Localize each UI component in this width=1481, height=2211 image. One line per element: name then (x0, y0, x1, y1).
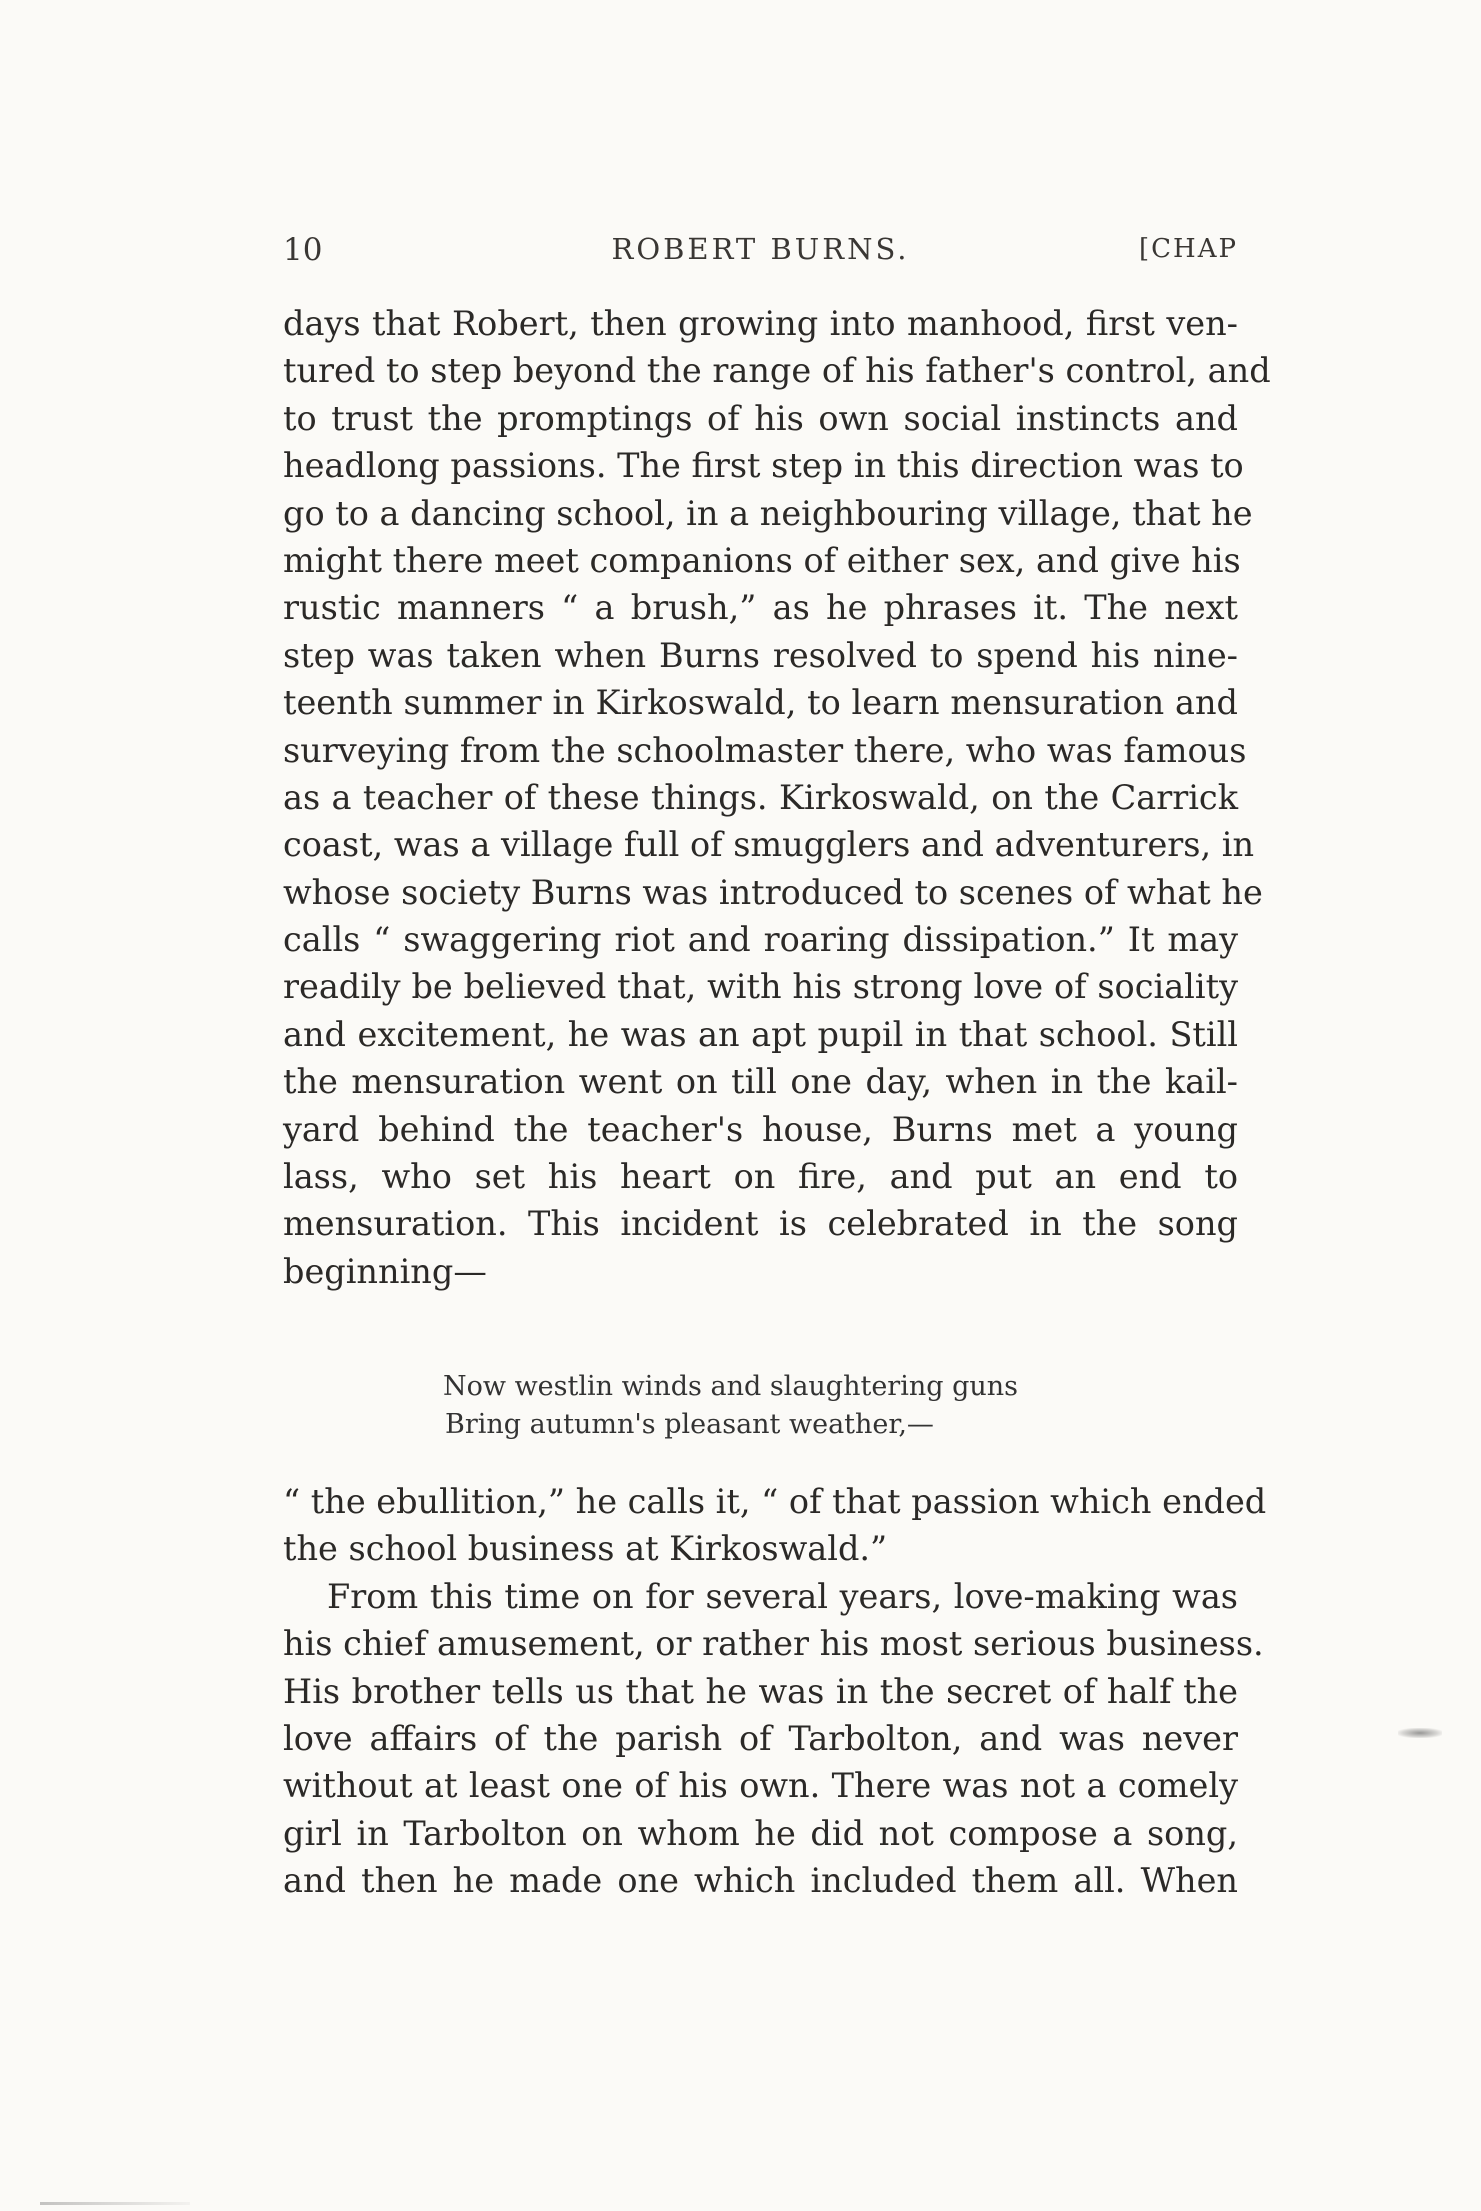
text-line: tured to step beyond the range of his father's control, and (283, 351, 1271, 391)
ink-smudge (1398, 1728, 1442, 1738)
text-line: beginning— (283, 1251, 487, 1291)
text-line: as a teacher of these things. Kirkoswald, on the Carrick (283, 777, 1238, 817)
text-line: mensuration. This incident is celebrated in the song (283, 1204, 1238, 1244)
text-line: “ the ebullition,” he calls it, “ of that passion which ended (283, 1482, 1267, 1521)
scan-edge-mark (40, 2202, 190, 2205)
text-line: days that Robert, then growing into manhood, first ven- (283, 304, 1238, 343)
running-head (283, 232, 1238, 272)
text-line: rustic manners “ a brush,” as he phrases it. The next (283, 588, 1238, 628)
verse-quotation (443, 1368, 1018, 1444)
text-line: readily be believed that, with his strong love of sociality (283, 967, 1238, 1007)
text-line: his chief amusement, or rather his most serious business. (283, 1624, 1264, 1664)
text-line: lass, who set his heart on fire, and put an end to (283, 1157, 1238, 1197)
text-line: coast, was a village full of smugglers and adventurers, in (283, 825, 1255, 865)
text-line: From this time on for several years, love-making was (327, 1576, 1238, 1616)
text-line: whose society Burns was introduced to scenes of what he (283, 872, 1263, 912)
chapter-marker: [CHAP (1139, 234, 1238, 264)
text-line: step was taken when Burns resolved to spend his nine- (283, 635, 1238, 675)
text-line: and then he made one which included them all. When (283, 1861, 1238, 1901)
text-line: girl in Tarbolton on whom he did not compose a song, (283, 1813, 1238, 1853)
text-line: teenth summer in Kirkoswald, to learn mensuration and (283, 683, 1238, 723)
verse-line: Bring autumn's pleasant weather,— (445, 1409, 934, 1440)
paragraph-1 (283, 300, 1271, 1295)
paragraph-2 (283, 1478, 1267, 1905)
page-number: 10 (283, 232, 323, 268)
text-line: surveying from the schoolmaster there, who was famous (283, 730, 1247, 770)
text-line: love affairs of the parish of Tarbolton, and was never (283, 1718, 1238, 1758)
text-line: yard behind the teacher's house, Burns met a young (283, 1109, 1238, 1149)
text-line: might there meet companions of either sex, and give his (283, 540, 1241, 580)
text-line: His brother tells us that he was in the secret of half the (283, 1671, 1238, 1711)
text-line: calls “ swaggering riot and roaring dissipation.” It may (283, 920, 1238, 960)
text-line: the school business at Kirkoswald.” (283, 1529, 888, 1569)
text-line: without at least one of his own. There was not a comely (283, 1766, 1238, 1806)
text-line: headlong passions. The first step in this direction was to (283, 446, 1244, 486)
running-title: ROBERT BURNS. (611, 232, 910, 266)
text-line: to trust the promptings of his own social instincts and (283, 398, 1238, 438)
text-line: and excitement, he was an apt pupil in that school. Still (283, 1014, 1238, 1054)
verse-line: Now westlin winds and slaughtering guns (443, 1371, 1019, 1402)
text-line: the mensuration went on till one day, when in the kail- (283, 1062, 1238, 1102)
text-line: go to a dancing school, in a neighbouring village, that he (283, 493, 1253, 533)
